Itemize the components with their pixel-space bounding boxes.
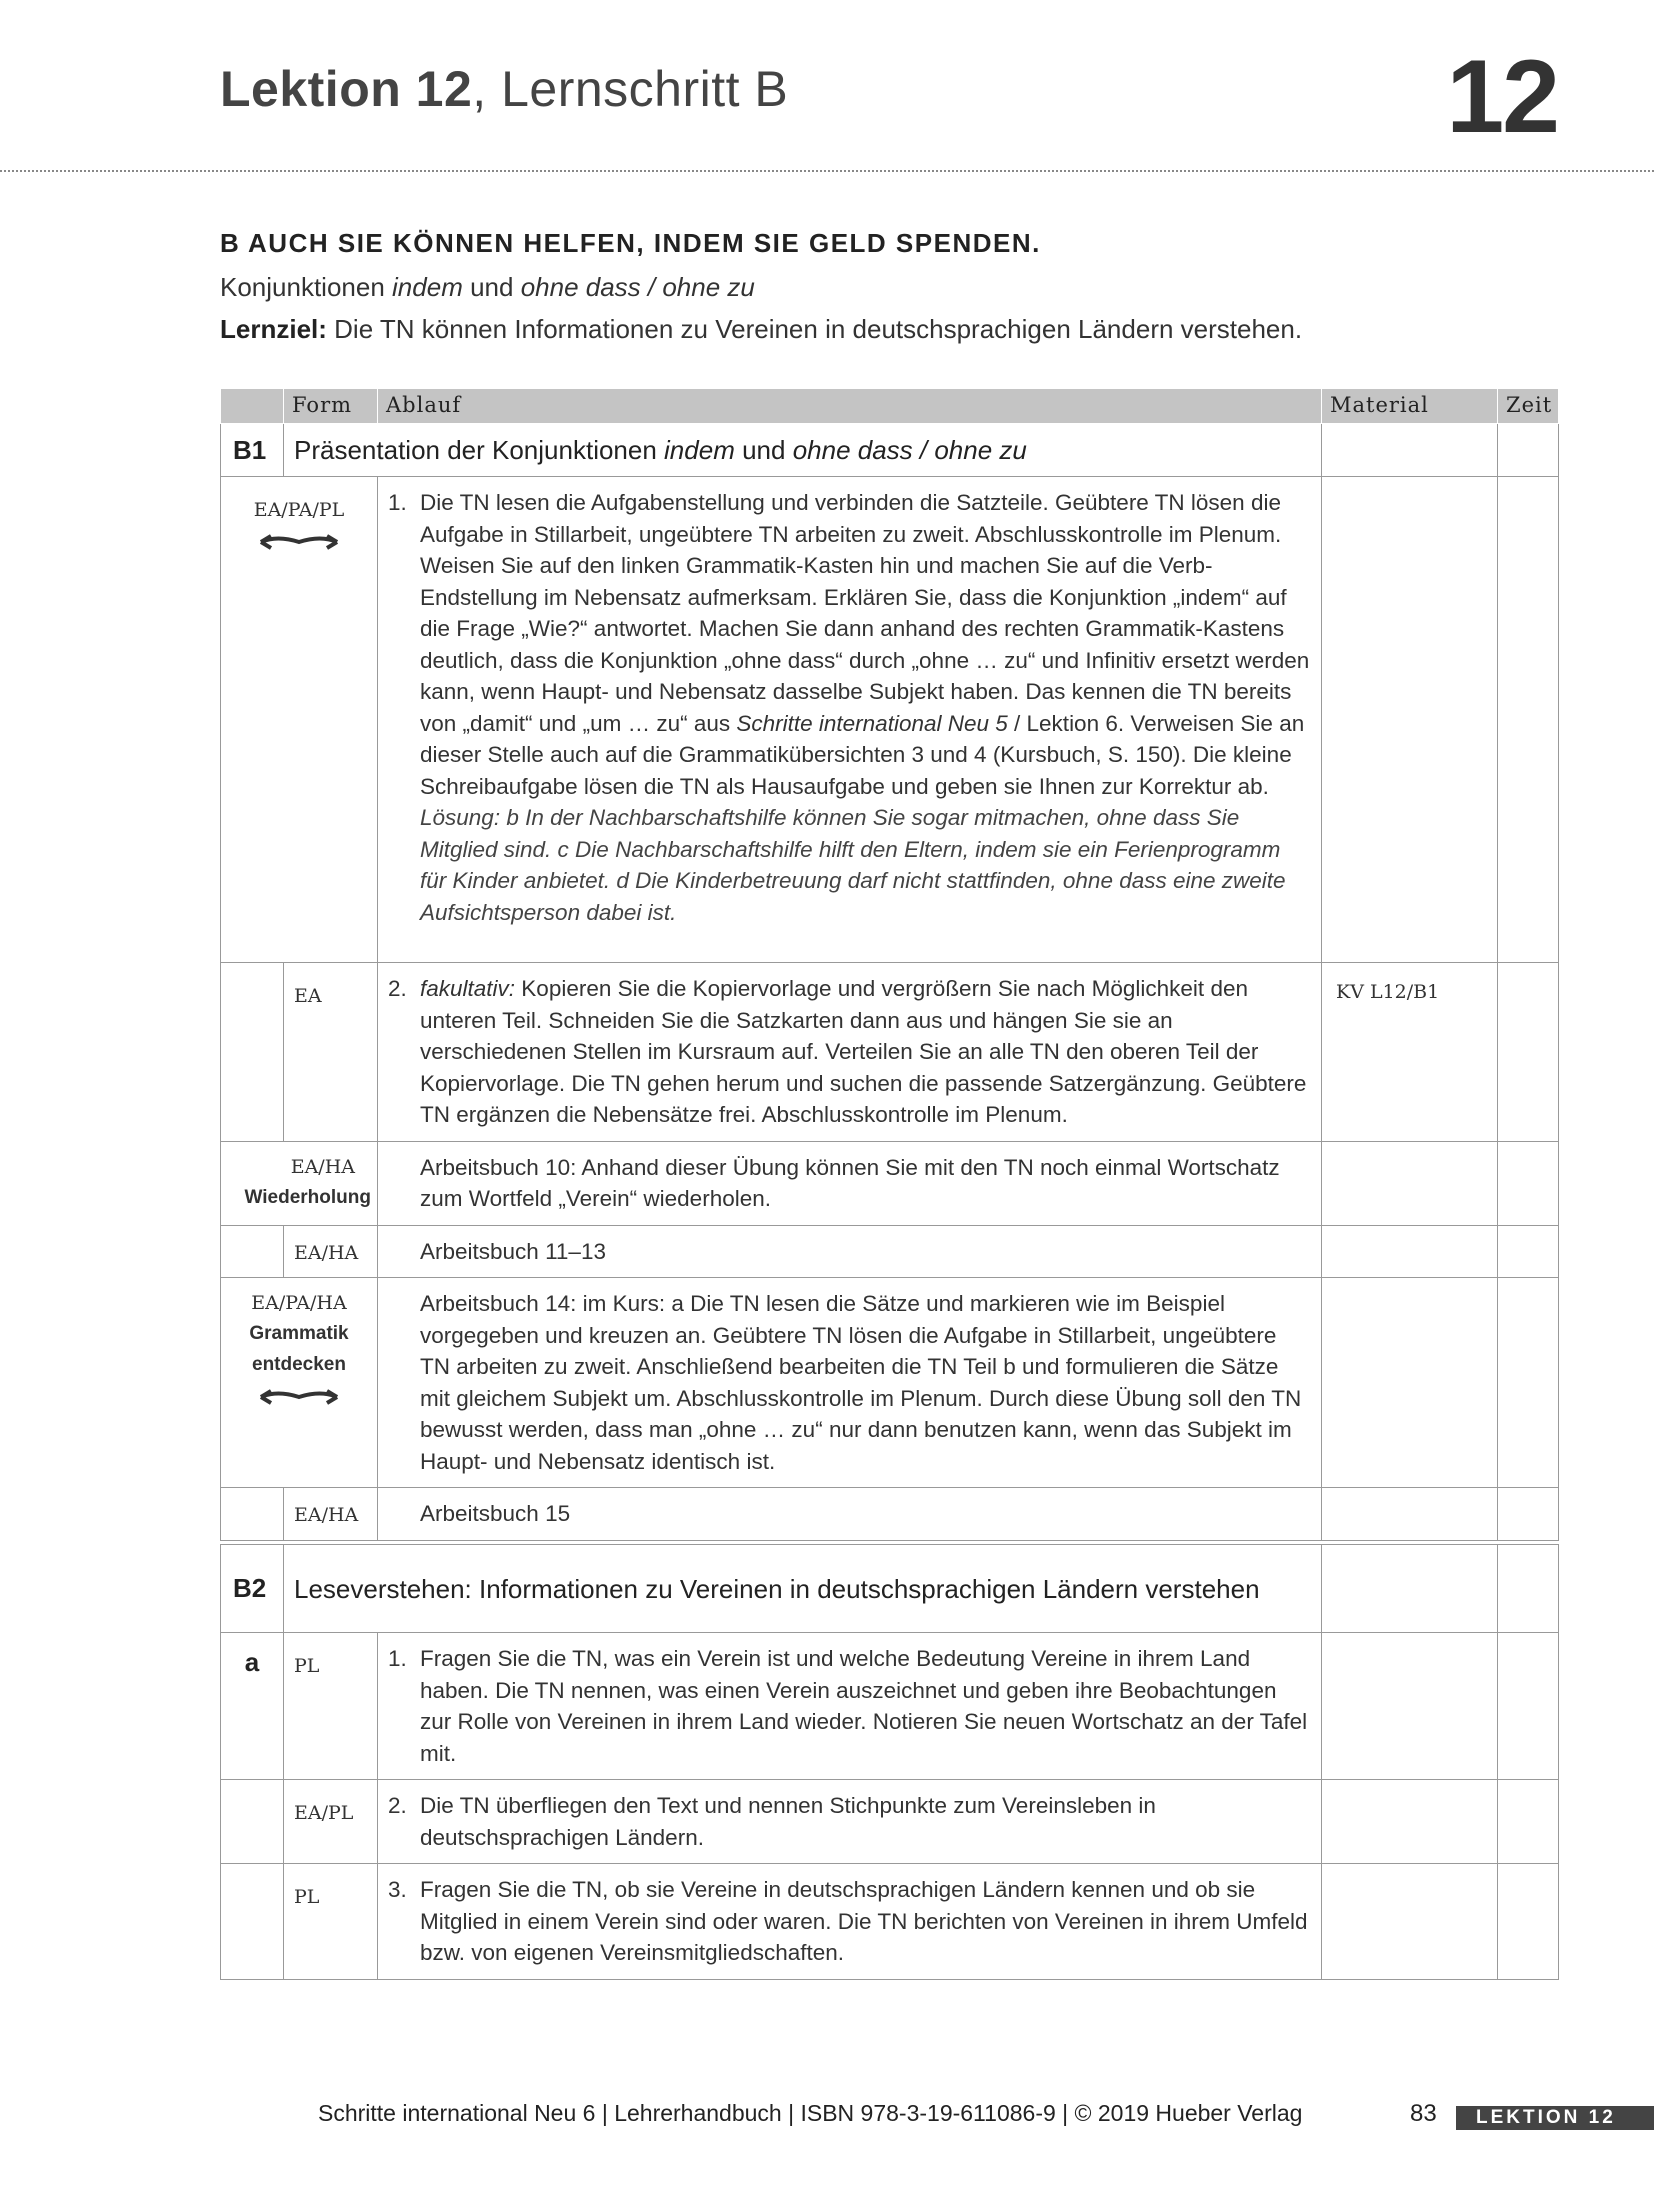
- partner-arrows-icon: [257, 531, 341, 553]
- b1-title-text: Präsentation der Konjunktionen: [294, 435, 665, 465]
- table-row: [221, 1780, 1559, 1864]
- material-cell: [1322, 1488, 1498, 1541]
- material-cell: [1322, 424, 1498, 477]
- form-cell: [221, 477, 378, 963]
- header-divider: [0, 170, 1654, 172]
- item-label: Arbeitsbuch 10:: [420, 1154, 577, 1180]
- header-material: Material: [1322, 389, 1498, 424]
- zeit-cell: [1498, 1141, 1559, 1225]
- page-number: 83: [1410, 2100, 1437, 2127]
- table-row: [221, 1633, 1559, 1780]
- table-row: [221, 477, 1559, 963]
- table-row: [221, 963, 1559, 1142]
- table-row: [221, 1225, 1559, 1278]
- form-label: EA/PA/PL: [253, 499, 345, 521]
- lesson-number: 12: [1446, 39, 1558, 155]
- empty-cell: [221, 1225, 284, 1278]
- item-text: Anhand dieser Übung können Sie mit den TN noch einmal Wortschatz zum Wortfeld „Verein“ wiederholen.: [420, 1154, 1280, 1211]
- header-zeit: Zeit: [1498, 389, 1559, 424]
- subtitle-em-ohne: ohne dass / ohne zu: [520, 272, 755, 302]
- item-text: im Kurs: a Die TN lesen die Sätze und markieren wie im Beispiel vorgegeben und kreuzen an. Geübtere TN lösen die Aufgabe in Stillarbeit, ungeübtere TN arbeiten zu zweit. Anschließend bearbeiten die TN Teil b und formulieren die Sätze mit gleichem Subjekt um. Abschlusskontrolle im Plenum. Durch diese Übung soll den TN bewusst werden, dass man „ohne … zu“ nur dann benutzen kann, wenn das Subjekt im Haupt- und Nebensatz identisch ist.: [420, 1291, 1302, 1474]
- item-text: Die TN lesen die Aufgabenstellung und verbinden die Satzteile. Geübtere TN lösen die Aufgabe in Stillarbeit, ungeübtere TN arbeiten zu zweit. Abschlusskontrolle im Plenum. Weisen Sie auf den linken Grammatik-Kasten hin und machen Sie auf die Verb-Endstellung im Nebensatz aufmerksam. Erklären Sie, dass die Konjunktion „indem“ auf die Frage „Wie?“ antwortet. Machen Sie dann anhand des rechten Grammatik-Kastens deutlich, dass die Konjunktion „ohne dass“ durch „ohne … zu“ und Infinitiv ersetzt werden kann, wenn Haupt- und Nebensatz dasselbe Subjekt haben. Das kennen die TN bereits von „damit“ und „um … zu“ aus: [420, 490, 1310, 736]
- header-form: Form: [284, 389, 378, 424]
- table-row: [221, 1488, 1559, 1541]
- material-cell: [1322, 1225, 1498, 1278]
- list-item: [388, 1790, 1311, 1853]
- solution-text: Lösung: b In der Nachbarschaftshilfe können Sie sogar mitmachen, ohne dass Sie Mitglied sind. c Die Nachbarschaftshilfe hilft den Eltern, indem sie ein Ferienprogramm für Kinder anbietet. d Die Kinderbetreuung darf nicht stattfinden, ohne dass eine zweite Aufsichtsperson dabei ist.: [420, 805, 1286, 925]
- form-cell: EA/HA: [284, 1488, 378, 1541]
- lesson-label: Lektion 12: [220, 61, 473, 117]
- table-row: [221, 1278, 1559, 1488]
- empty-cell: [221, 1864, 284, 1980]
- b2-id: B2: [221, 1545, 284, 1633]
- zeit-cell: [1498, 1545, 1559, 1633]
- lesson-badge: LEKTION 12: [1456, 2106, 1654, 2130]
- table-row: [221, 1864, 1559, 1980]
- list-item: [388, 1874, 1311, 1969]
- goal-text: Die TN können Informationen zu Vereinen in deutschsprachigen Ländern verstehen.: [326, 314, 1303, 344]
- form-note: Wiederholung: [244, 1186, 371, 1208]
- footer-citation: Schritte international Neu 6 | Lehrerhandbuch | ISBN 978-3-19-611086-9 | © 2019 Hueber Verlag: [318, 2100, 1303, 2126]
- material-cell: [1322, 1633, 1498, 1780]
- b1-table: [220, 388, 1559, 1541]
- header-ablauf: Ablauf: [378, 389, 1322, 424]
- section-heading: B AUCH SIE KÖNNEN HELFEN, INDEM SIE GELD SPENDEN.: [220, 228, 1041, 258]
- list-item: [388, 487, 1311, 928]
- b1-title-text: und: [734, 435, 793, 465]
- b2-table: [220, 1544, 1559, 1980]
- b1-id: B1: [221, 424, 284, 477]
- list-item: Arbeitsbuch 11–13: [420, 1238, 606, 1264]
- material-cell: KV L12/B1: [1322, 963, 1498, 1142]
- subtitle-em-indem: indem: [392, 272, 463, 302]
- learning-goal: [220, 314, 1302, 345]
- form-cell: [221, 1278, 378, 1488]
- b1-title-em-ohne: ohne dass / ohne zu: [792, 435, 1027, 465]
- material-cell: [1322, 1545, 1498, 1633]
- item-text: Fragen Sie die TN, was ein Verein ist und welche Bedeutung Vereine in ihrem Land haben. Die TN nennen, was einen Verein auszeichnet und geben ihre Beobachtungen zur Rolle von Vereinen in ihrem Land wieder. Notieren Sie neuen Wortschatz an der Tafel mit.: [420, 1646, 1308, 1766]
- item-number: 2.: [388, 976, 407, 1001]
- item-text: Die TN überfliegen den Text und nennen Stichpunkte zum Vereinsleben in deutschsprachigen Ländern.: [420, 1793, 1156, 1850]
- form-label: EA/HA: [290, 1155, 355, 1178]
- table-row: [221, 1141, 1559, 1225]
- item-number: 3.: [388, 1877, 407, 1902]
- list-item: [388, 1288, 1311, 1477]
- zeit-cell: [1498, 1780, 1559, 1864]
- item-text: Fragen Sie die TN, ob sie Vereine in deutschsprachigen Ländern kennen und ob sie Mitglied in einem Verein sind oder waren. Die TN berichten von Vereinen in ihrem Umfeld bzw. von eigenen Vereinsmitgliedschaften.: [420, 1877, 1308, 1965]
- zeit-cell: [1498, 477, 1559, 963]
- form-cell: EA/HA: [284, 1225, 378, 1278]
- list-item: [388, 973, 1311, 1131]
- item-number: 1.: [388, 1646, 407, 1671]
- form-note: entdecken: [252, 1354, 346, 1375]
- form-cell: PL: [284, 1864, 378, 1980]
- ablauf-cell: [378, 963, 1322, 1142]
- ablauf-cell: [378, 1780, 1322, 1864]
- subtitle-text: Konjunktionen: [220, 272, 393, 302]
- section-subtitle: [220, 272, 755, 303]
- empty-cell: [221, 1488, 284, 1541]
- goal-label: Lernziel:: [220, 314, 327, 344]
- item-label: Arbeitsbuch 14:: [420, 1291, 577, 1316]
- zeit-cell: [1498, 1278, 1559, 1488]
- item-text-em: Schritte international Neu 5: [736, 710, 1008, 736]
- ablauf-cell: [378, 1488, 1322, 1541]
- page-title: [220, 60, 788, 118]
- form-label: EA/PA/HA: [251, 1292, 347, 1314]
- list-item: [388, 1152, 1311, 1215]
- b2-heading-row: [221, 1545, 1559, 1633]
- zeit-cell: [1498, 1225, 1559, 1278]
- ablauf-cell: [378, 1278, 1322, 1488]
- empty-cell: [221, 963, 284, 1142]
- zeit-cell: [1498, 1864, 1559, 1980]
- ablauf-cell: [378, 477, 1322, 963]
- lernschritt-label: , Lernschritt B: [472, 61, 789, 117]
- item-text: / Lektion 6. Verweisen Sie an dieser Stelle auch auf die Grammatikübersichten 3 und 4 (Kursbuch, S. 150). Die kleine Schreibaufgabe lösen die TN als Hausaufgabe und geben sie Ihnen zur Korrektur ab.: [420, 710, 1305, 799]
- ablauf-cell: [378, 1864, 1322, 1980]
- material-cell: [1322, 1278, 1498, 1488]
- form-cell: EA/PL: [284, 1780, 378, 1864]
- b1-title-em-indem: indem: [664, 435, 735, 465]
- zeit-cell: [1498, 424, 1559, 477]
- partner-arrows-icon: [257, 1386, 341, 1408]
- form-cell: EA: [284, 963, 378, 1142]
- ablauf-cell: [378, 1633, 1322, 1780]
- form-note: Grammatik: [249, 1323, 349, 1344]
- b1-heading-row: [221, 424, 1559, 477]
- item-text: Kopieren Sie die Kopiervorlage und vergrößern Sie nach Möglichkeit den unteren Teil. Schneiden Sie die Satzkarten dann aus und hängen Sie sie an verschiedenen Stellen im Kursraum auf. Verteilen Sie an alle TN den oberen Teil der Kopiervorlage. Die TN gehen herum und suchen die passende Satzergänzung. Geübtere TN ergänzen die Nebensätze frei. Abschlusskontrolle im Plenum.: [420, 976, 1307, 1127]
- table-header-row: [221, 389, 1559, 424]
- form-cell: PL: [284, 1633, 378, 1780]
- list-item: Arbeitsbuch 15: [420, 1501, 571, 1526]
- ablauf-cell: [378, 1225, 1322, 1278]
- empty-cell: [221, 1780, 284, 1864]
- material-cell: [1322, 1141, 1498, 1225]
- zeit-cell: [1498, 1488, 1559, 1541]
- form-cell: [221, 1141, 378, 1225]
- zeit-cell: [1498, 1633, 1559, 1780]
- item-number: 1.: [388, 490, 407, 515]
- material-cell: [1322, 1780, 1498, 1864]
- ablauf-cell: [378, 1141, 1322, 1225]
- header-cell-empty: [221, 389, 284, 424]
- material-cell: [1322, 1864, 1498, 1980]
- b2-title: Leseverstehen: Informationen zu Vereinen in deutschsprachigen Ländern verstehen: [284, 1545, 1322, 1633]
- subtitle-text: und: [462, 272, 521, 302]
- list-item: [388, 1643, 1311, 1769]
- item-number: 2.: [388, 1793, 407, 1818]
- subtask-letter: a: [221, 1633, 284, 1780]
- zeit-cell: [1498, 963, 1559, 1142]
- item-label-em: fakultativ:: [420, 976, 516, 1001]
- material-cell: [1322, 477, 1498, 963]
- b1-title: [284, 424, 1322, 477]
